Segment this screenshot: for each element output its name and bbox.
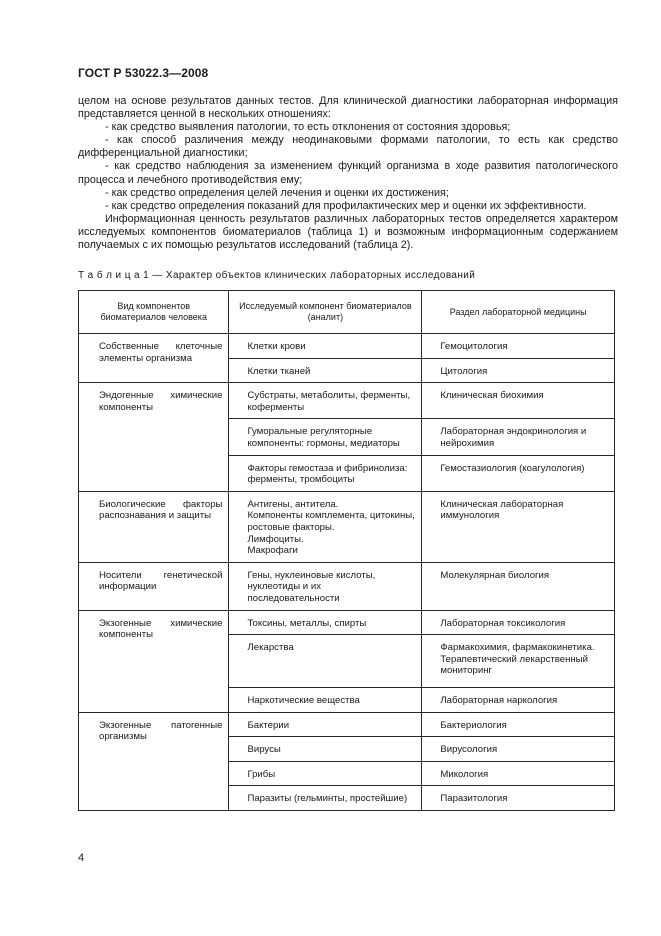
analyte-cell: Наркотические вещества bbox=[229, 688, 422, 713]
column-header: Раздел лабораторной медицины bbox=[422, 291, 615, 334]
section-cell: Лабораторная эндокринология и нейрохимия bbox=[422, 419, 615, 455]
section-cell: Клиническая лабораторная иммунология bbox=[422, 491, 615, 562]
bullet-item: - как средство определения показаний для профилактических мер и оценки их эффективности. bbox=[105, 199, 587, 212]
category-cell: Собственные клеточные элементы организма bbox=[79, 334, 229, 383]
category-cell: Эндогенные химические компоненты bbox=[79, 383, 229, 492]
document-header: ГОСТ Р 53022.3—2008 bbox=[78, 66, 209, 80]
paragraph: Информационная ценность результатов различных лабораторных тестов определяется характером исследуемых компонентов биоматериалов (таблица 1) и возможным информационным содержанием получаемых с их помощью результатов исследований (таблица 2). bbox=[78, 212, 618, 252]
category-cell: Экзогенные химические компоненты bbox=[79, 610, 229, 712]
section-cell: Паразитология bbox=[422, 786, 615, 811]
column-header: Исследуемый компонент биоматериалов (аналит) bbox=[229, 291, 422, 334]
section-cell: Бактериология bbox=[422, 712, 615, 737]
analyte-cell: Антигены, антитела. Компоненты комплемента, цитокины, ростовые факторы. Лимфоциты. Макрофаги bbox=[229, 491, 422, 562]
analyte-cell: Паразиты (гельминты, простейшие) bbox=[229, 786, 422, 811]
bullet-item: - как средство наблюдения за изменением функций организма в ходе развития патологического процесса и лечебного противодействия ему; bbox=[78, 160, 618, 186]
table-caption: Т а б л и ц а 1 — Характер объектов клинических лабораторных исследований bbox=[78, 270, 476, 281]
analyte-cell: Грибы bbox=[229, 761, 422, 786]
table-row bbox=[79, 562, 615, 610]
section-cell: Микология bbox=[422, 761, 615, 786]
analyte-cell: Токсины, металлы, спирты bbox=[229, 610, 422, 635]
section-cell: Фармакохимия, фармакокинетика. Терапевтический лекарственный мониторинг bbox=[422, 635, 615, 688]
table-row bbox=[79, 712, 615, 737]
analyte-cell: Гуморальные регуляторные компоненты: гормоны, медиаторы bbox=[229, 419, 422, 455]
analyte-cell: Клетки крови bbox=[229, 334, 422, 359]
section-cell: Лабораторная наркология bbox=[422, 688, 615, 713]
category-cell: Носители генетической информации bbox=[79, 562, 229, 610]
lab-objects-table bbox=[78, 290, 615, 811]
body-text bbox=[78, 95, 618, 252]
analyte-cell: Гены, нуклеиновые кислоты, нуклеотиды и их последовательности bbox=[229, 562, 422, 610]
analyte-cell: Лекарства bbox=[229, 635, 422, 688]
section-cell: Лабораторная токсикология bbox=[422, 610, 615, 635]
analyte-cell: Факторы гемостаза и фибринолиза: ферменты, тромбоциты bbox=[229, 455, 422, 491]
section-cell: Гемоцитология bbox=[422, 334, 615, 359]
table-row bbox=[79, 383, 615, 419]
column-header: Вид компонентов биоматериалов человека bbox=[79, 291, 229, 334]
table-row bbox=[79, 610, 615, 635]
category-cell: Биологические факторы распознавания и защиты bbox=[79, 491, 229, 562]
table-row bbox=[79, 491, 615, 562]
analyte-cell: Вирусы bbox=[229, 737, 422, 762]
table-header-row bbox=[79, 291, 615, 334]
section-cell: Клиническая биохимия bbox=[422, 383, 615, 419]
page-number: 4 bbox=[78, 852, 85, 864]
analyte-cell: Клетки тканей bbox=[229, 358, 422, 383]
paragraph: целом на основе результатов данных тестов. Для клинической диагностики лабораторная информация представляется ценной в нескольких отношениях: bbox=[78, 95, 618, 121]
table-row bbox=[79, 334, 615, 359]
category-cell: Экзогенные патогенные организмы bbox=[79, 712, 229, 810]
analyte-cell: Бактерии bbox=[229, 712, 422, 737]
section-cell: Вирусология bbox=[422, 737, 615, 762]
bullet-item: - как способ различения между неодинаковыми формами патологии, то есть как средство дифференциальной диагностики; bbox=[78, 134, 618, 160]
section-cell: Гемостазиология (коагулология) bbox=[422, 455, 615, 491]
section-cell: Цитология bbox=[422, 358, 615, 383]
section-cell: Молекулярная биология bbox=[422, 562, 615, 610]
bullet-item: - как средство выявления патологии, то есть отклонения от состояния здоровья; bbox=[105, 121, 511, 134]
bullet-item: - как средство определения целей лечения и оценки их достижения; bbox=[105, 186, 449, 199]
analyte-cell: Субстраты, метаболиты, ферменты, коферменты bbox=[229, 383, 422, 419]
